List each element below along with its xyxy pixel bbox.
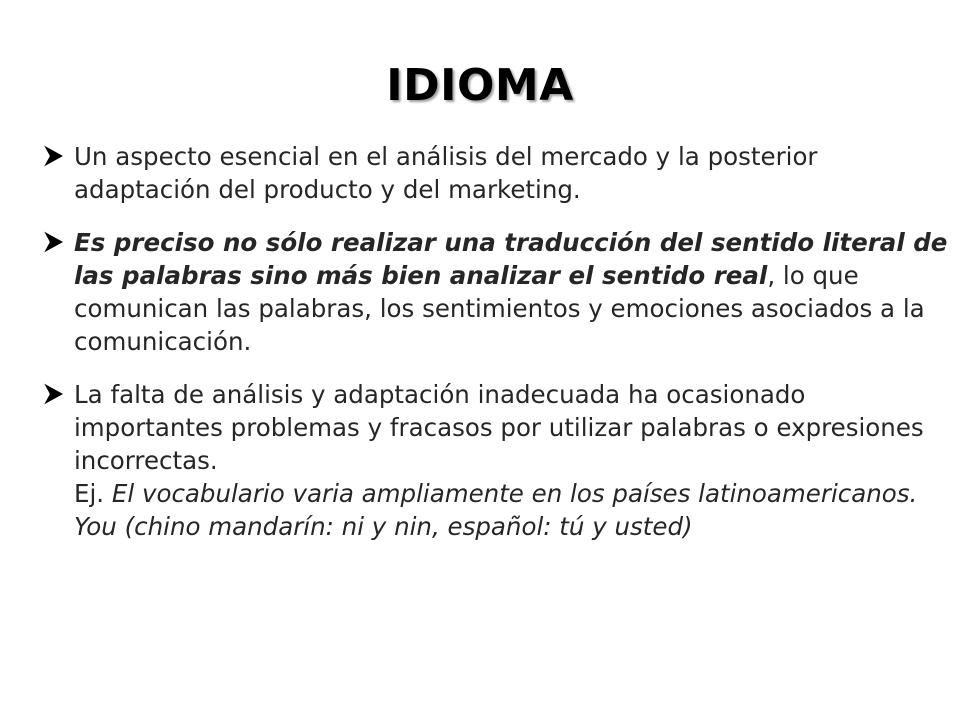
bullet-1-text: Un aspecto esencial en el análisis del mercado y la posterior adaptación del producto y del marketing.	[74, 142, 818, 204]
example-line	[74, 477, 948, 510]
bullet-item-2	[42, 226, 948, 358]
bullet-3-text: La falta de análisis y adaptación inadecuada ha ocasionado importantes problemas y fracasos por utilizar palabras o expresiones incorrectas.	[74, 380, 924, 475]
bullet-2-rest: , lo que comunican las palabras, los sentimientos y emociones asociados a la comunicación.	[74, 261, 925, 356]
bullet-2-emphasis-real: real	[713, 261, 768, 290]
arrow-bullet-icon	[42, 381, 64, 407]
example-prefix: Ej.	[74, 479, 112, 508]
slide-title: IDIOMA	[386, 60, 574, 111]
bullet-2-paragraph	[74, 226, 948, 358]
bullet-item-3	[42, 378, 948, 543]
bullet-2-emphasis: Es preciso no sólo realizar una traducción del sentido literal de las palabras sino más bien analizar el sentido	[74, 228, 948, 290]
arrow-bullet-icon	[42, 143, 64, 169]
arrow-bullet-icon	[42, 229, 64, 255]
bullet-list	[42, 140, 948, 563]
bullet-item-1	[42, 140, 948, 206]
example-text: El vocabulario varia ampliamente en los países latinoamericanos.	[111, 479, 918, 508]
example-2-line: You (chino mandarín: ni y nin, español: tú y usted)	[74, 512, 693, 541]
